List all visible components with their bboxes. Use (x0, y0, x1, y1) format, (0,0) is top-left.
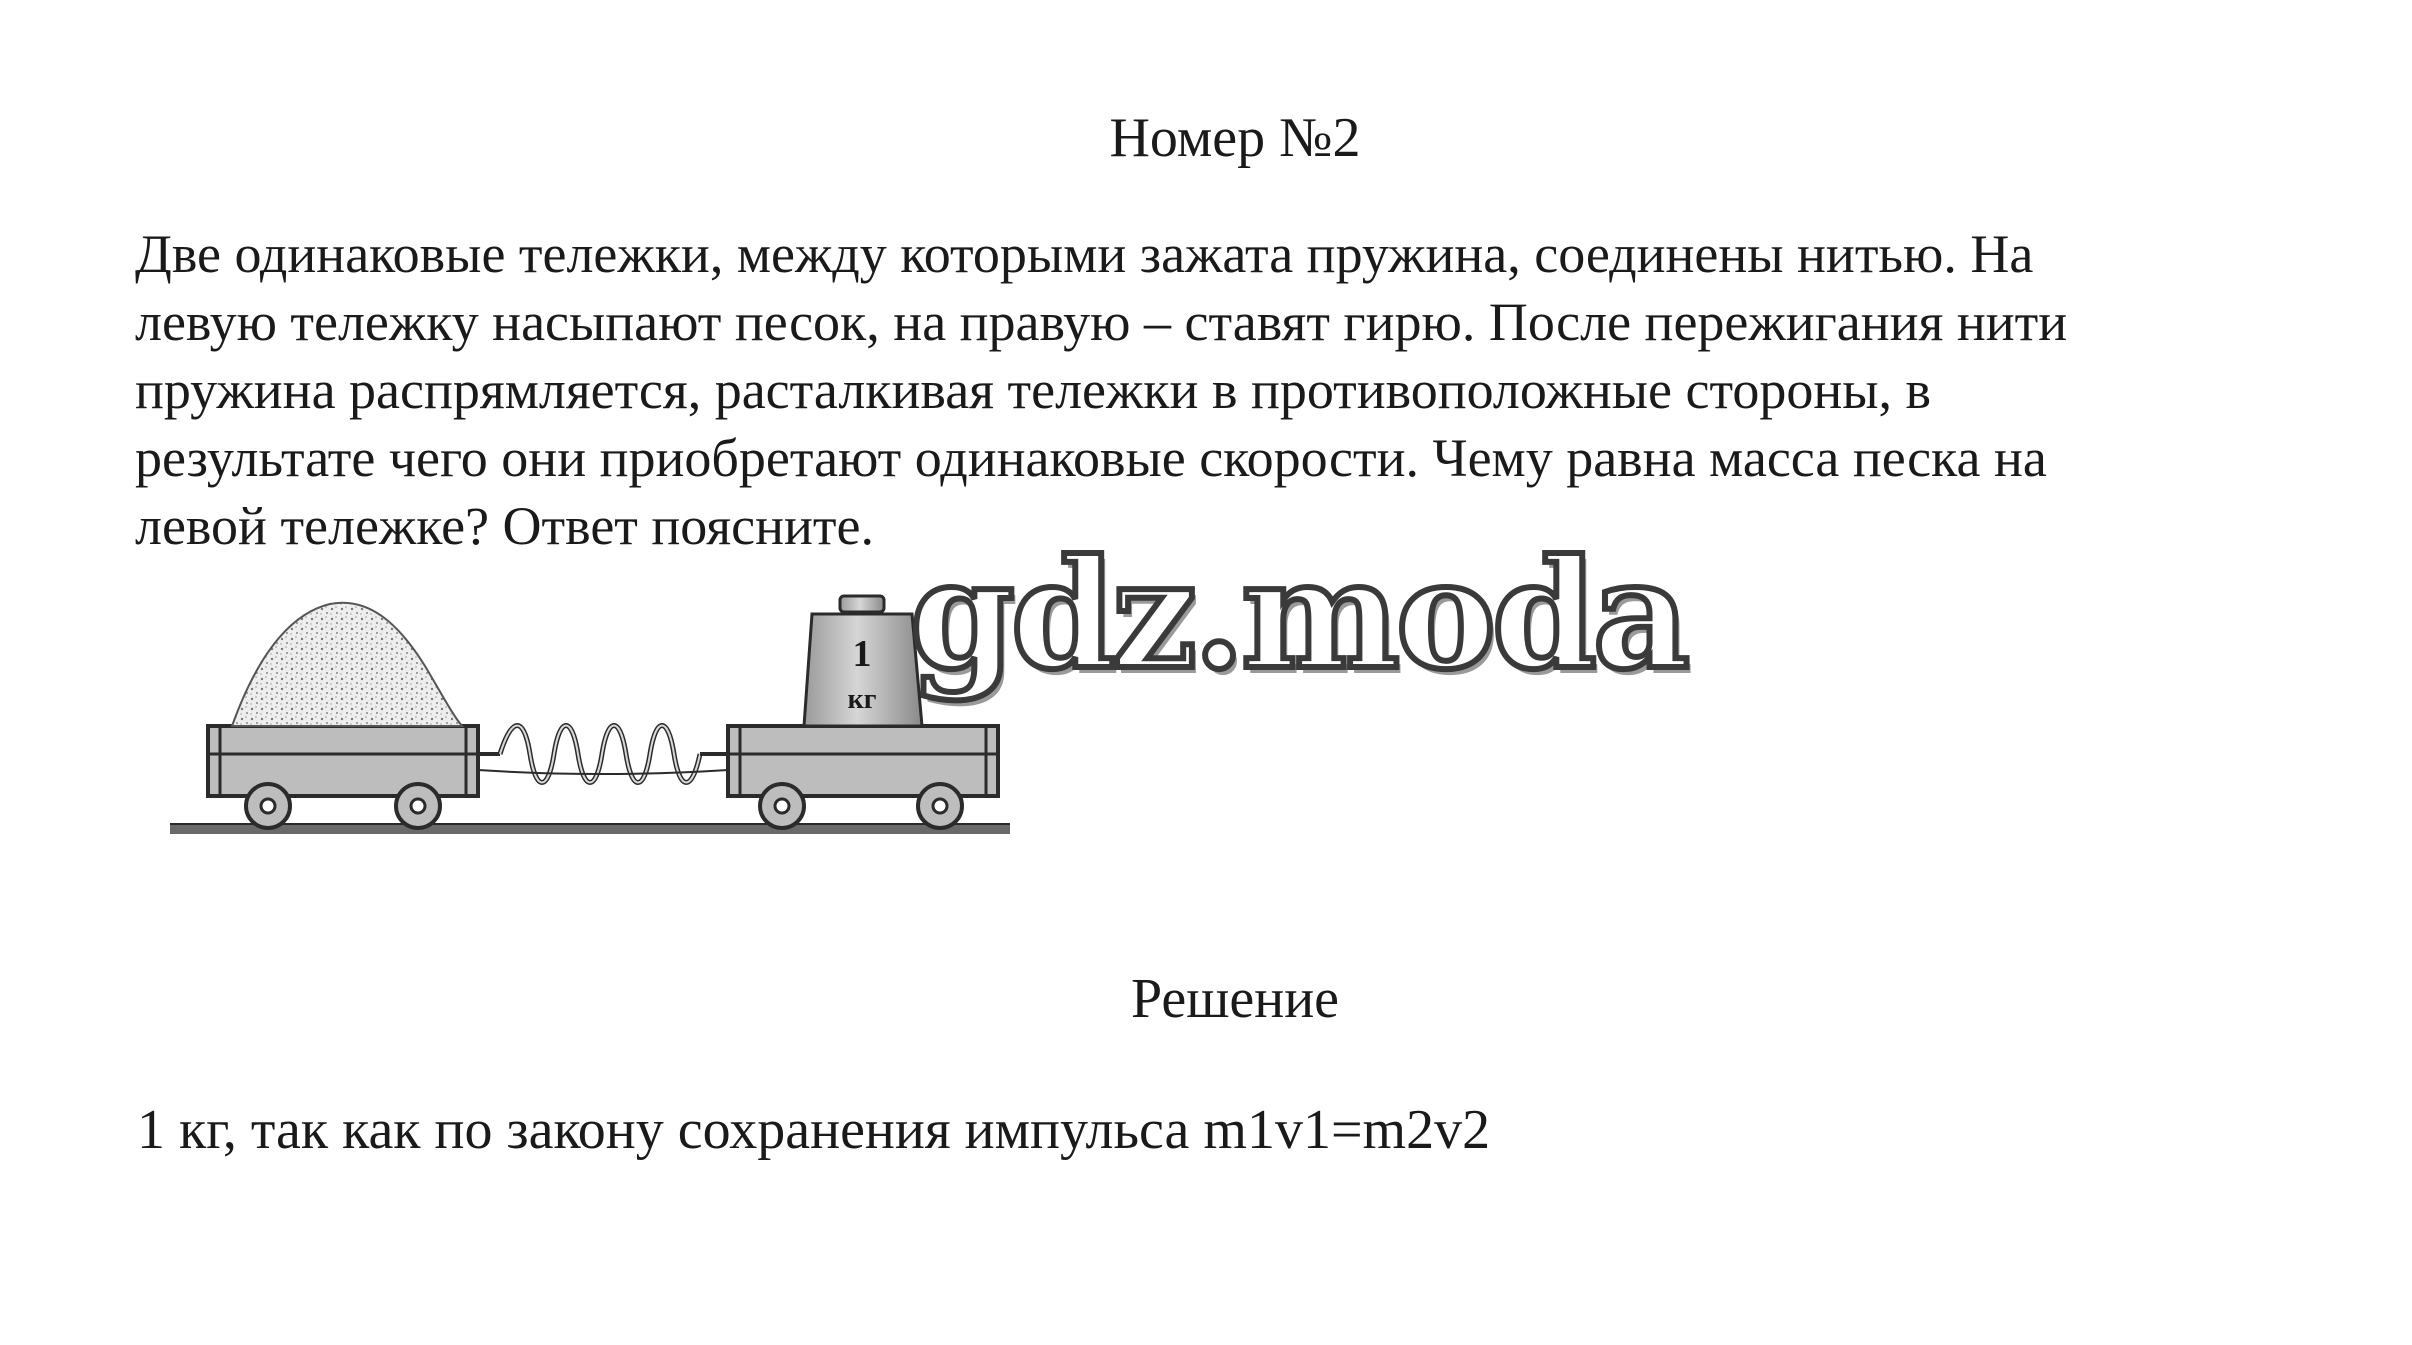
sand-pile (232, 603, 462, 726)
weight-unit: кг (847, 684, 877, 715)
problem-line: Две одинаковые тележки, между которыми зажата пружина, соединены нитью. На (135, 224, 2034, 284)
right-cart (728, 726, 998, 828)
wheel (760, 784, 804, 828)
problem-line: пружина распрямляется, расталкивая тележки в противоположные стороны, в (135, 360, 1932, 420)
weight-value: 1 (852, 633, 872, 675)
wheel (246, 784, 290, 828)
carts-with-spring-figure (140, 556, 1030, 906)
solution-answer: 1 кг, так как по закону сохранения импульса m1v1=m2v2 (137, 1099, 1491, 1161)
thread (478, 770, 728, 774)
kilogram-weight (804, 596, 922, 726)
problem-line: результате чего они приобретают одинаковые скорости. Чему равна масса песка на (135, 428, 2047, 488)
watermark-logo: gdz.moda (910, 527, 1687, 703)
problem-statement (135, 220, 2295, 560)
solution-heading: Решение (1130, 968, 1340, 1030)
left-cart (208, 726, 478, 828)
ground-rail (170, 824, 1010, 834)
wheel (918, 784, 962, 828)
page-title: Номер №2 (1109, 107, 1361, 169)
problem-line: левую тележку насыпают песок, на правую – ставят гирю. После пережигания нити (135, 292, 2068, 352)
wheel (396, 784, 440, 828)
problem-line: левой тележке? Ответ поясните. (135, 496, 874, 556)
